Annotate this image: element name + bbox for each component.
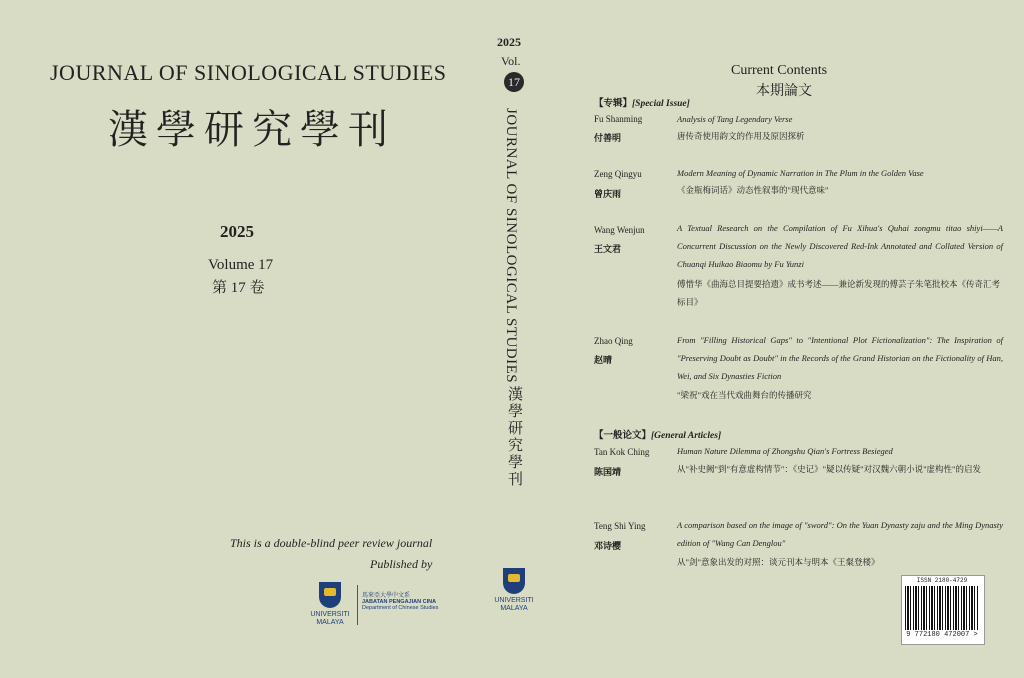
department-name-en: Department of Chinese Studies xyxy=(362,605,439,611)
article-title-en: Human Nature Dilemma of Zhongshu Qian's Fortress Besieged xyxy=(677,446,893,456)
article-author-en: Zhao Qing xyxy=(594,336,633,346)
article-author-en: Tan Kok Ching xyxy=(594,447,650,457)
spine-vol-number: 17 xyxy=(504,72,524,92)
article-author-zh: 邓诗樱 xyxy=(594,541,622,551)
barcode-icon xyxy=(905,586,979,630)
article-title-zh: 唐传奇使用韵文的作用及原因探析 xyxy=(677,131,805,141)
article-title-en: Analysis of Tang Legendary Verse xyxy=(677,114,793,124)
article-author-zh: 赵晴 xyxy=(594,355,613,365)
article-author-zh: 陈国靖 xyxy=(594,467,622,477)
article-title-zh: 傅惜华《曲海总目提要拾遗》成书考述——兼论新发现的傅芸子朱笔批校本《传奇汇考标目》 xyxy=(677,279,1001,307)
issn-label: ISSN 2180-4729 xyxy=(916,577,968,584)
university-name: UNIVERSITI MALAYA xyxy=(310,611,350,626)
department-logo xyxy=(362,590,452,611)
contents-heading-en: Current Contents xyxy=(731,63,828,78)
article-author-zh: 王文君 xyxy=(594,244,622,254)
crest-icon xyxy=(319,582,341,608)
published-by: Published by xyxy=(370,557,433,571)
article-author-zh: 付善明 xyxy=(594,133,622,143)
contents-heading-zh: 本期論文 xyxy=(756,84,812,99)
article-author-zh: 曾庆雨 xyxy=(594,189,622,199)
spine-university-name: UNIVERSITI MALAYA xyxy=(494,597,534,612)
article-title-en: A Textual Research on the Compilation of Fu Xihua's Quhai zongmu titao shiyi——A Concurrent Discussion on the Newly Discovered Red-Ink Annotated and Collated Version of Chuanqi Huikao Biaomu by Fu Yunzi xyxy=(677,223,1003,269)
article-author-en: Teng Shi Ying xyxy=(594,521,646,531)
crest-icon xyxy=(503,568,525,594)
review-note: This is a double-blind peer review journal xyxy=(230,536,433,550)
article-author-en: Zeng Qingyu xyxy=(594,169,642,179)
article-title-en: From "Filling Historical Gaps" to "Intentional Plot Fictionalization": The Inspiration of "Preserving Doubt as Doubt" in the Records of the Grand Historian on the Fictionality of Han, Wei, and Six Dynasties Fiction xyxy=(677,335,1003,381)
section-label-zh: 【专辑】 xyxy=(594,99,633,109)
article-author-en: Fu Shanming xyxy=(594,114,643,124)
article-author-en: Wang Wenjun xyxy=(594,225,645,235)
section-general-articles xyxy=(594,427,721,441)
spine-title-en: JOURNAL OF SINOLOGICAL STUDIES xyxy=(503,108,519,384)
front-volume-zh: 第 17 卷 xyxy=(212,280,265,296)
section-label-zh: 【一般论文】 xyxy=(594,431,652,441)
section-label-en: [General Articles] xyxy=(651,431,722,441)
spine-year: 2025 xyxy=(497,35,521,49)
journal-title-zh: 漢學研究學刊 xyxy=(108,107,396,153)
spine-title-zh: 漢學研究學刊 xyxy=(506,386,522,488)
section-special-issue xyxy=(594,95,690,109)
spine-vol-label: Vol. xyxy=(501,54,521,68)
front-year: 2025 xyxy=(220,222,254,241)
spine-university-logo xyxy=(490,568,538,613)
barcode-number: 9 772180 472007 > xyxy=(906,631,978,639)
article-title-zh: 《金瓶梅词话》动态性叙事的"现代意味" xyxy=(677,185,829,195)
front-volume: Volume 17 xyxy=(208,257,274,273)
section-label-en: [Special Issue] xyxy=(632,99,690,109)
journal-title-en: JOURNAL OF SINOLOGICAL STUDIES xyxy=(50,60,447,85)
department-name-ms: JABATAN PENGAJIAN CINA xyxy=(362,599,437,605)
article-title-zh: 从"补史阙"到"有意虚构情节"：《史记》"疑以传疑"对汉魏六朝小说"虚构性"的启发 xyxy=(677,464,982,474)
article-title-zh: 从"剑"意象出发的对照：谈元刊本与明本《王粲登楼》 xyxy=(677,557,880,567)
department-name-zh: 馬來亞大學中文系 xyxy=(362,593,411,599)
divider xyxy=(357,585,358,625)
article-title-en: Modern Meaning of Dynamic Narration in The Plum in the Golden Vase xyxy=(677,168,924,178)
article-title-en: A comparison based on the image of "sword": On the Yuan Dynasty zaju and the Ming Dynasty edition of "Wang Can Denglou" xyxy=(677,520,1003,548)
university-logo xyxy=(306,582,354,627)
article-title-zh: "梁祝"戏在当代戏曲舞台的传播研究 xyxy=(677,390,812,400)
